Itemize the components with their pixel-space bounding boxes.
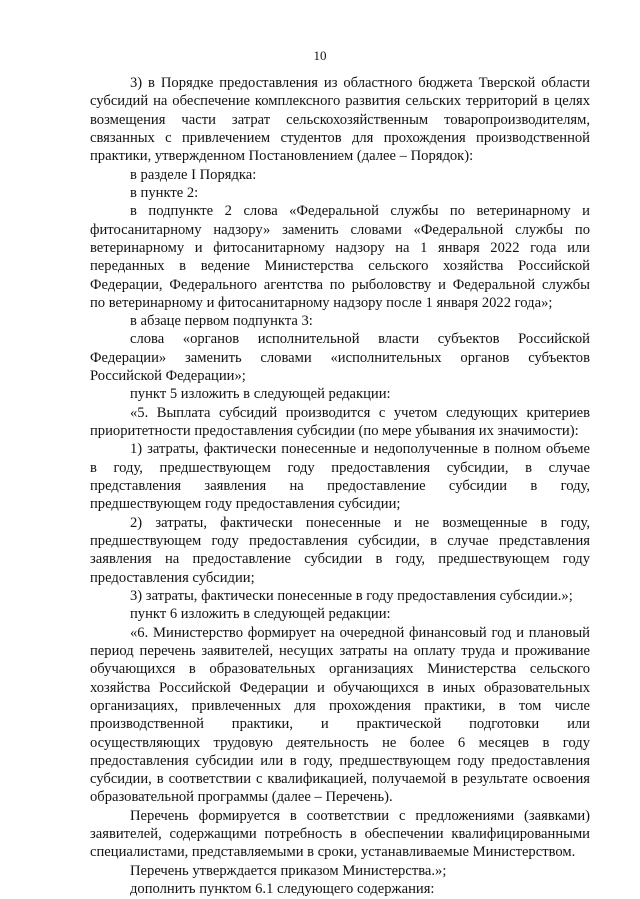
text-line: образовательной программы (далее – Перечень). bbox=[90, 789, 393, 806]
text-line: «6. Министерство формирует на очередной финансовый год и плановый bbox=[130, 624, 590, 641]
text-line: Перечень формируется в соответствии с предложениями (заявками) bbox=[130, 807, 590, 824]
text-line: в подпункте 2 слова «Федеральной службы по ветеринарному и bbox=[130, 203, 590, 220]
text-line: представления заявления на предоставление субсидии в году, bbox=[90, 478, 590, 495]
page-number: 10 bbox=[313, 48, 327, 63]
text-line: осуществляющих трудовую деятельность не более 6 месяцев в году bbox=[90, 734, 590, 751]
text-line: практики, утвержденном Постановлением (далее – Порядок): bbox=[90, 148, 474, 165]
text-line: связанных с привлечением студентов для прохождения производственной bbox=[90, 129, 590, 146]
text-line: Перечень утверждается приказом Министерства.»; bbox=[130, 862, 447, 879]
text-line: пункт 6 изложить в следующей редакции: bbox=[130, 606, 391, 623]
text-line: хозяйства Российской Федерации и обучающихся в иных образовательных bbox=[90, 679, 590, 696]
text-line: заявления на предоставление субсидии в году, предшествующем году bbox=[90, 551, 590, 568]
text-line: организациях, привлеченных для прохождения практики, в том числе bbox=[90, 697, 590, 714]
text-line: 3) в Порядке предоставления из областного бюджета Тверской области bbox=[130, 75, 590, 91]
text-line: в пункте 2: bbox=[130, 184, 199, 201]
text-line: 3) затраты, фактически понесенные в году предоставления субсидии.»; bbox=[130, 587, 573, 604]
text-line: Российской Федерации»; bbox=[90, 368, 246, 385]
text-line: предшествующем году предоставления субсидии, в случае представления bbox=[90, 533, 590, 549]
text-line: фитосанитарному надзору» заменить словами «Федеральной службы по bbox=[90, 221, 590, 238]
text-line: субсидий на обеспечение комплексного развития сельских территорий в целях bbox=[90, 93, 590, 110]
text-line: предоставления субсидии; bbox=[90, 569, 255, 586]
text-line: переданных в ведение Министерства сельского хозяйства Российской bbox=[90, 258, 590, 275]
text-line: 1) затраты, фактически понесенные и недополученные в полном объеме bbox=[130, 441, 590, 458]
text-line: специалистами, представляемыми в сроки, устанавливаемые Министерством. bbox=[90, 844, 576, 861]
text-line: ветеринарному и фитосанитарному надзору на 1 января 2022 года или bbox=[90, 239, 590, 256]
text-line: пункт 5 изложить в следующей редакции: bbox=[130, 386, 391, 403]
text-line: предоставления субсидии или в году, предшествующем году предоставления bbox=[90, 752, 590, 769]
text-line: субсидии, в соответствии с квалификацией, получаемой в результате освоения bbox=[90, 771, 590, 788]
text-line: в абзаце первом подпункта 3: bbox=[130, 313, 313, 330]
text-line: по ветеринарному и фитосанитарному надзору после 1 января 2022 года»; bbox=[90, 294, 553, 311]
text-line: Федерации» заменить словами «исполнительных органов субъектов bbox=[90, 349, 590, 366]
text-line: приоритетности предоставления субсидии (по мере убывания их значимости): bbox=[90, 423, 579, 440]
text-line: слова «органов исполнительной власти субъектов Российской bbox=[130, 331, 590, 348]
text-line: в разделе I Порядка: bbox=[130, 166, 257, 183]
text-line: заявителей, содержащими потребность в обеспечении квалифицированными bbox=[90, 826, 590, 843]
text-line: дополнить пунктом 6.1 следующего содержания: bbox=[130, 881, 435, 898]
text-line: период перечень заявителей, несущих затраты на оплату труда и проживание bbox=[90, 642, 590, 659]
text-line: Федерации, Федерального агентства по рыболовству и Федеральной службы bbox=[90, 276, 590, 293]
text-line: обучающихся в образовательных организациях Министерства сельского bbox=[90, 661, 590, 678]
text-line: 2) затраты, фактически понесенные и не возмещенные в году, bbox=[130, 514, 590, 531]
text-line: производственной практики, и практической подготовки или bbox=[90, 716, 590, 733]
text-line: предшествующем году предоставления субсидии; bbox=[90, 496, 401, 513]
text-line: возмещения части затрат сельскохозяйственным товаропроизводителям, bbox=[90, 111, 590, 128]
text-line: «5. Выплата субсидий производится с учетом следующих критериев bbox=[130, 404, 590, 421]
text-line: в году, предшествующем году предоставления субсидии, в случае bbox=[90, 459, 590, 476]
